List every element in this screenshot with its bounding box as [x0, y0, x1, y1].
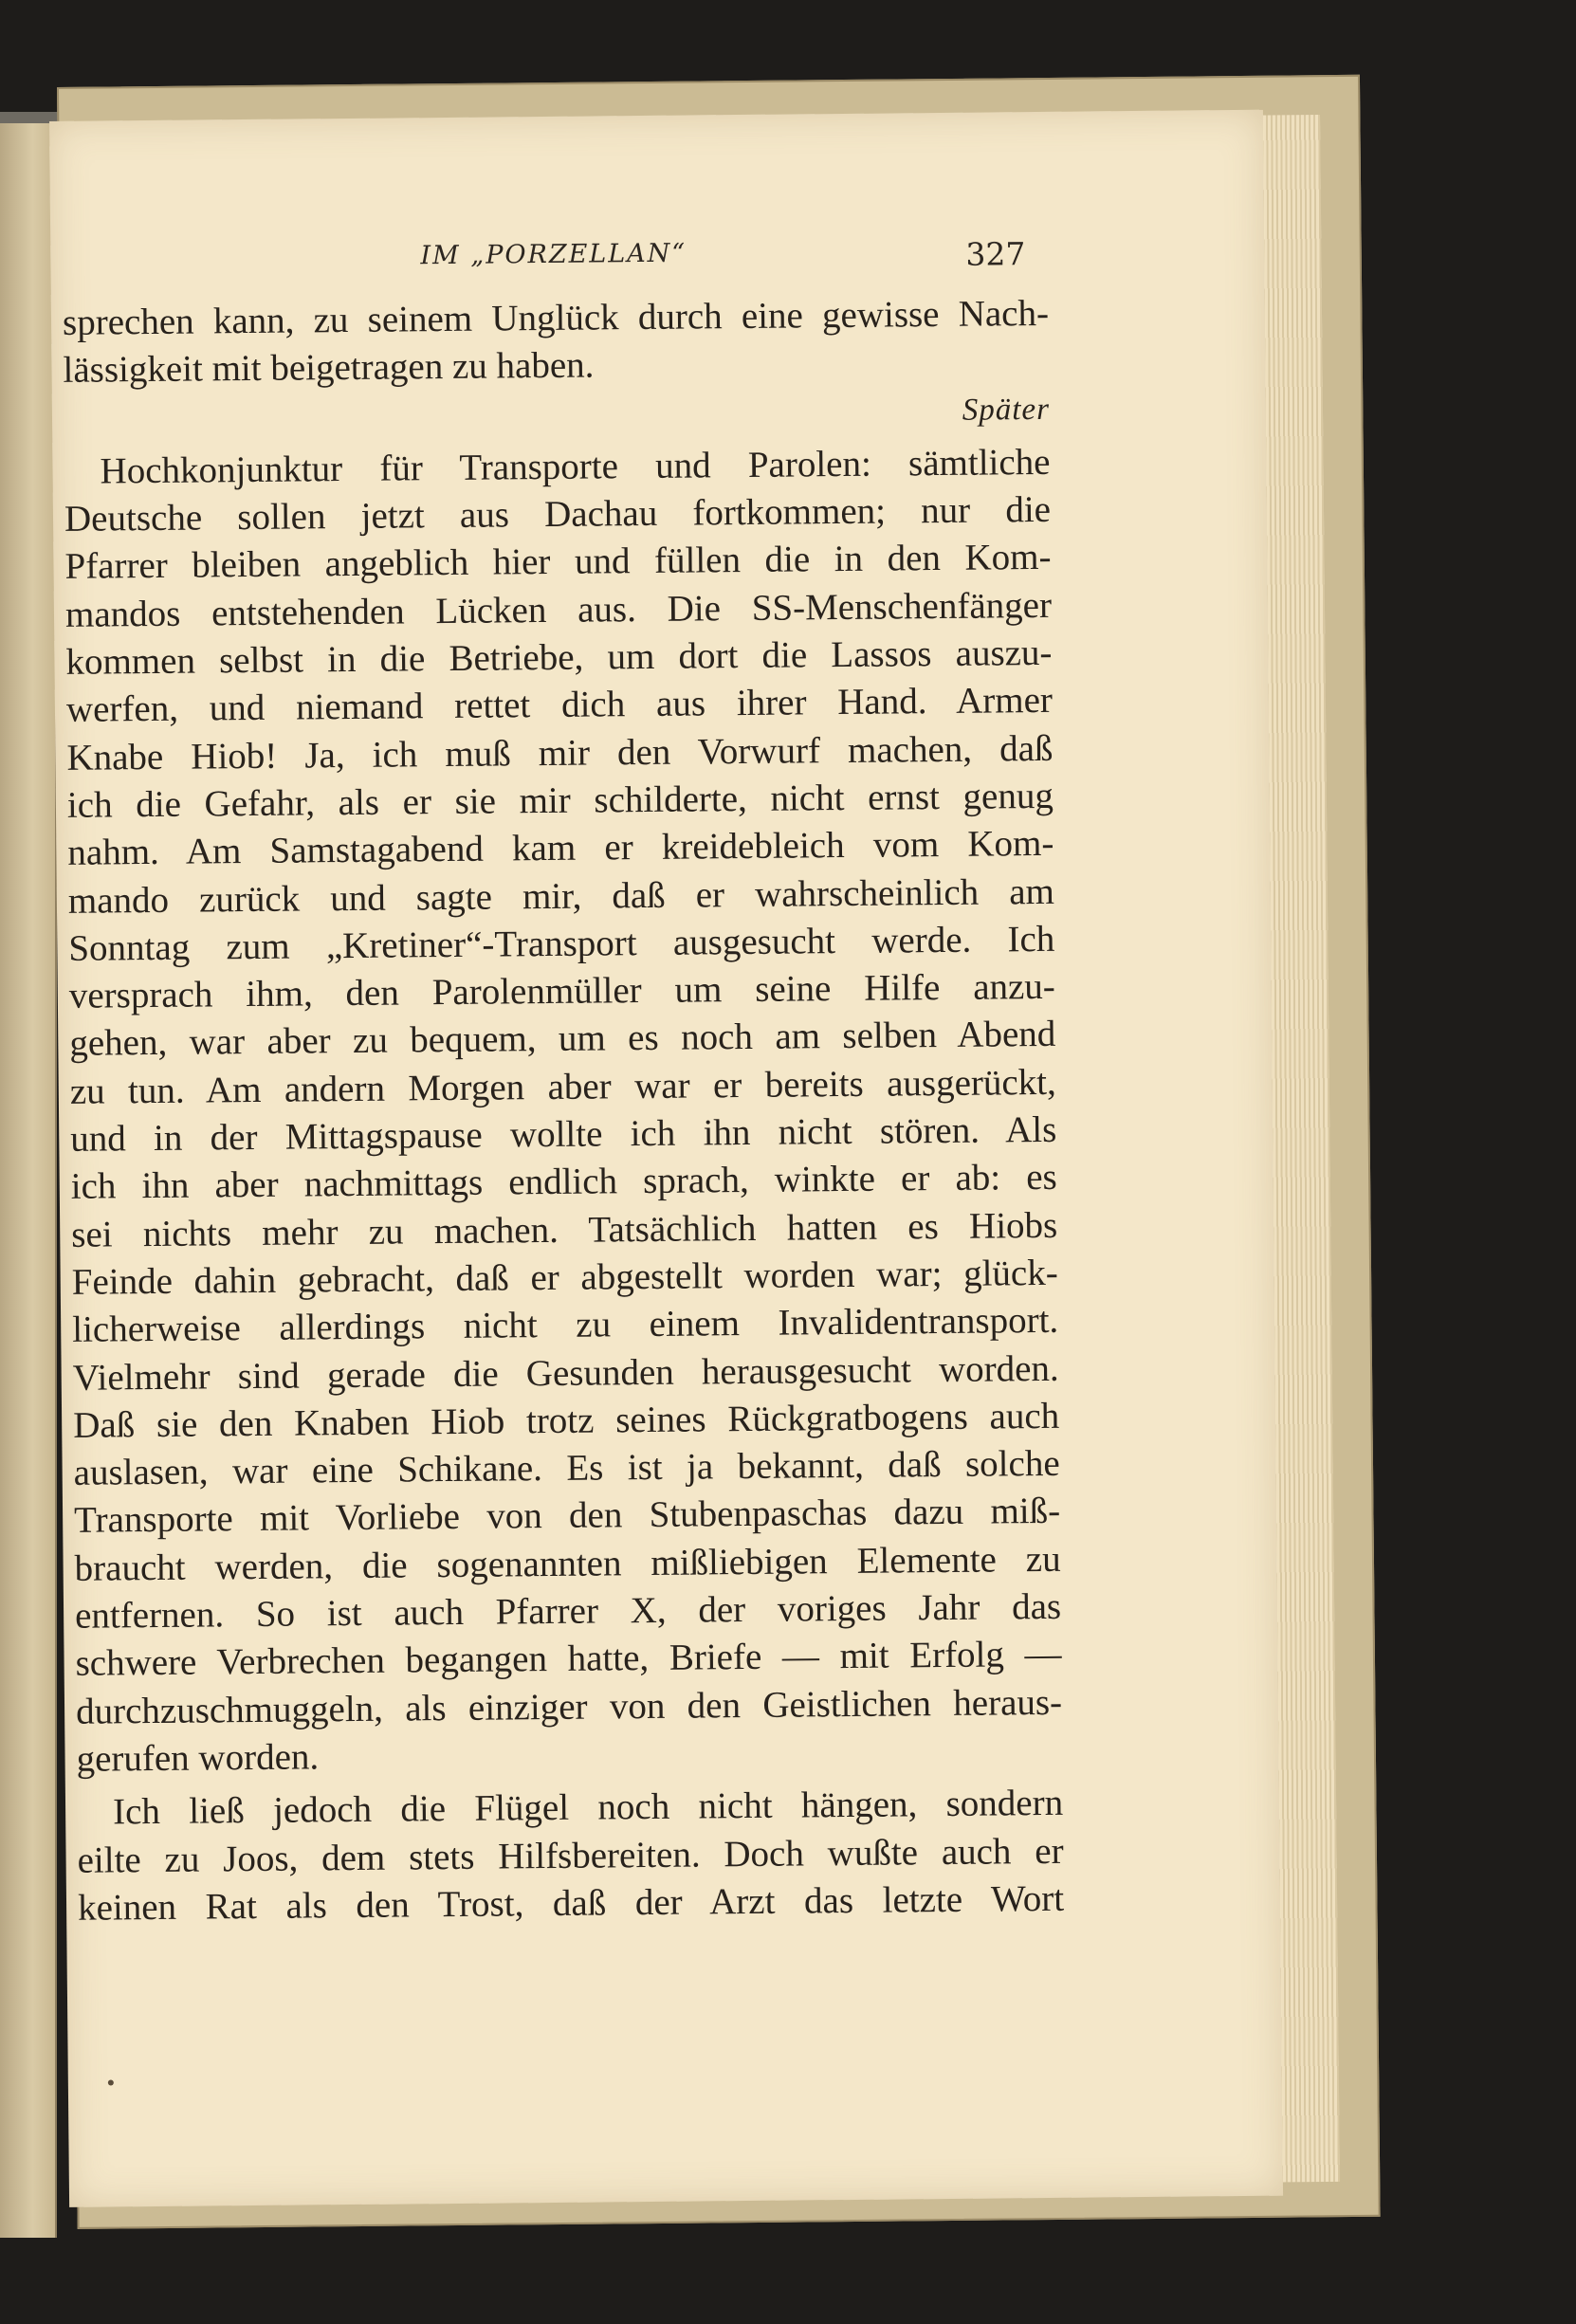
paragraph-3 — [77, 1780, 1064, 1932]
paragraph-2 — [64, 439, 1062, 1784]
text-line: Ich ließ jedoch die Flügel noch nicht hängen, sondern — [112, 1783, 1064, 1833]
text-line: Hochkonjunktur für Transporte und Parolen: sämtliche — [100, 441, 1051, 492]
book-page — [49, 110, 1283, 2207]
text-line: kommen selbst in die Betriebe, um dort die Lassos auszu- — [65, 631, 1053, 683]
text-line: gerufen worden. — [76, 1736, 320, 1780]
text-line: Pfarrer bleiben angeblich hier und füllen die in den Kom- — [64, 537, 1052, 588]
text-line: und in der Mittagspause wollte ich ihn nicht stören. Als — [70, 1108, 1057, 1160]
text-line: lässigkeit mit beigetragen zu haben. — [63, 344, 595, 392]
text-line: nahm. Am Samstagabend kam er kreidebleich vom Kom- — [67, 823, 1054, 874]
text-line: ich ihn aber nachmittags endlich sprach, winkte er ab: es — [70, 1157, 1057, 1208]
text-line: zu tun. Am andern Morgen aber war er bereits ausgerückt, — [69, 1061, 1056, 1112]
section-heading: Später — [962, 392, 1051, 428]
paragraph-1 — [63, 290, 1050, 395]
text-line: versprach ihm, den Parolenmüller um seine Hilfe anzu- — [68, 966, 1056, 1016]
page-number: 327 — [965, 235, 1026, 273]
running-head: IM „PORZELLAN“ — [420, 238, 687, 271]
text-line: licherweise allerdings nicht zu einem Invalidentransport. — [72, 1300, 1059, 1351]
text-line: Transporte mit Vorliebe von den Stubenpaschas dazu miß- — [73, 1491, 1061, 1542]
text-line: braucht werden, die sogenannten mißliebigen Elemente zu — [74, 1538, 1061, 1589]
text-line: Knabe Hiob! Ja, ich muß mir den Vorwurf machen, daß — [66, 727, 1054, 778]
text-line: werfen, und niemand rettet dich aus ihrer Hand. Armer — [65, 680, 1054, 731]
text-line: Deutsche sollen jetzt aus Dachau fortkommen; nur die — [64, 489, 1052, 540]
text-line: mandos entstehenden Lücken aus. Die SS-Menschenfänger — [64, 584, 1053, 635]
text-line: schwere Verbrechen begangen hatte, Briefe — mit Erfolg — — [75, 1634, 1062, 1685]
text-line: sei nichts mehr zu machen. Tatsächlich hatten es Hiobs — [71, 1204, 1058, 1255]
text-line: mando zurück und sagte mir, daß er wahrscheinlich am — [67, 870, 1055, 922]
text-line: gehen, war aber zu bequem, um es noch am selben Abend — [69, 1014, 1056, 1065]
text-line: sprechen kann, zu seinem Unglück durch eine gewisse Nach- — [62, 292, 1050, 343]
text-line: auslasen, war eine Schikane. Es ist ja bekannt, daß solche — [73, 1442, 1060, 1493]
text-line: eilte zu Joos, dem stets Hilfsbereiten. Doch wußte auch er — [77, 1830, 1064, 1881]
text-line: keinen Rat als den Trost, daß der Arzt das letzte Wort — [77, 1877, 1065, 1929]
text-line: Feinde dahin gebracht, daß er abgestellt worden war; glück- — [71, 1252, 1058, 1303]
paper-speck — [108, 2079, 114, 2085]
text-line: Daß sie den Knaben Hiob trotz seines Rückgratbogens auch — [72, 1395, 1060, 1446]
page-body — [63, 290, 1064, 1932]
text-line: Vielmehr sind gerade die Gesunden herausgesucht worden. — [72, 1347, 1059, 1399]
text-line: durchzuschmuggeln, als einziger von den Geistlichen heraus- — [75, 1681, 1063, 1732]
text-line: ich die Gefahr, als er sie mir schilderte, nicht ernst genug — [66, 775, 1054, 826]
previous-page-edge — [0, 123, 57, 2238]
text-line: Sonntag zum „Kretiner“-Transport ausgesucht werde. Ich — [68, 918, 1055, 969]
text-line: entfernen. So ist auch Pfarrer X, der voriges Jahr das — [74, 1585, 1062, 1637]
